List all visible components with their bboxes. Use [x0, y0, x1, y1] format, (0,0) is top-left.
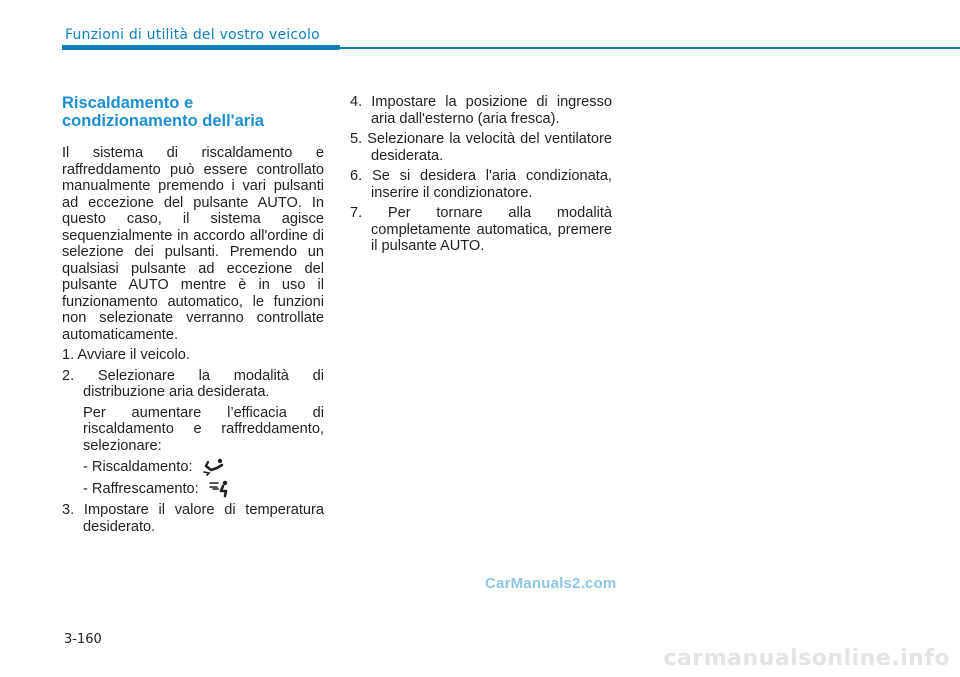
step-1 [62, 347, 324, 364]
step-number: 1. [62, 347, 75, 363]
step-text: Avviare il veicolo. [77, 347, 190, 363]
intro-paragraph: Il sistema di riscaldamento e raffreddamento può essere controllato manualmente premendo i vari pulsanti ad eccezione del pulsante AUTO. In questo caso, il sistema agisce sequenzialmente in accordo all'ordine di selezione dei pulsanti. Premendo un qualsiasi pulsante ad eccezione del pulsante AUTO mentre è in uso il funzionamento automatico, le funzioni non selezionate verranno controllate automaticamente. [62, 145, 324, 343]
section-heading-line2: condizionamento dell'aria [62, 112, 264, 130]
step-number: 7. [350, 205, 363, 221]
step-text: Selezionare la modalità di distribuzione aria desiderata. [83, 367, 324, 400]
site-watermark: CarManuals2.com [485, 575, 617, 592]
step-text: Se si desidera l'aria condizionata, inserire il condizionatore. [371, 168, 612, 201]
step-text: Selezionare la velocità del ventilatore desiderata. [367, 131, 612, 164]
header-rule-thick [62, 45, 340, 50]
step-number: 5. [350, 131, 363, 147]
mode-heating [83, 458, 324, 476]
step-number: 2. [62, 367, 75, 384]
step-text: Per tornare alla modalità completamente automatica, premere il pulsante AUTO. [371, 205, 612, 254]
mode-cooling [83, 480, 324, 498]
step-number: 3. [62, 502, 75, 518]
section-heading-line1: Riscaldamento e [62, 94, 194, 112]
step-4 [350, 94, 612, 127]
step-text: Impostare il valore di temperatura desiderato. [83, 502, 324, 535]
mode-cooling-label: - Raffrescamento: [83, 480, 199, 497]
step-7 [350, 205, 612, 255]
step-2 [62, 368, 324, 401]
step-text: Impostare la posizione di ingresso aria dall'esterno (aria fresca). [371, 94, 612, 127]
step-6 [350, 168, 612, 201]
page-number: 3-160 [64, 632, 102, 647]
step-number: 4. [350, 94, 363, 110]
header-rule-thin [340, 47, 960, 49]
chapter-title: Funzioni di utilità del vostro veicolo [65, 27, 320, 43]
section-heading [62, 94, 324, 130]
step-number: 6. [350, 168, 363, 184]
step-2-note: Per aumentare l’efficacia di riscaldamento e raffreddamento, selezionare: [83, 404, 324, 454]
left-column [62, 94, 324, 539]
floor-vent-icon [201, 458, 227, 476]
step-5 [350, 131, 612, 164]
right-column [350, 94, 612, 259]
mode-heating-label: - Riscaldamento: [83, 458, 193, 475]
step-3 [62, 502, 324, 535]
face-vent-icon [207, 480, 233, 498]
footer-watermark: carmanualsonline.info [663, 646, 950, 671]
